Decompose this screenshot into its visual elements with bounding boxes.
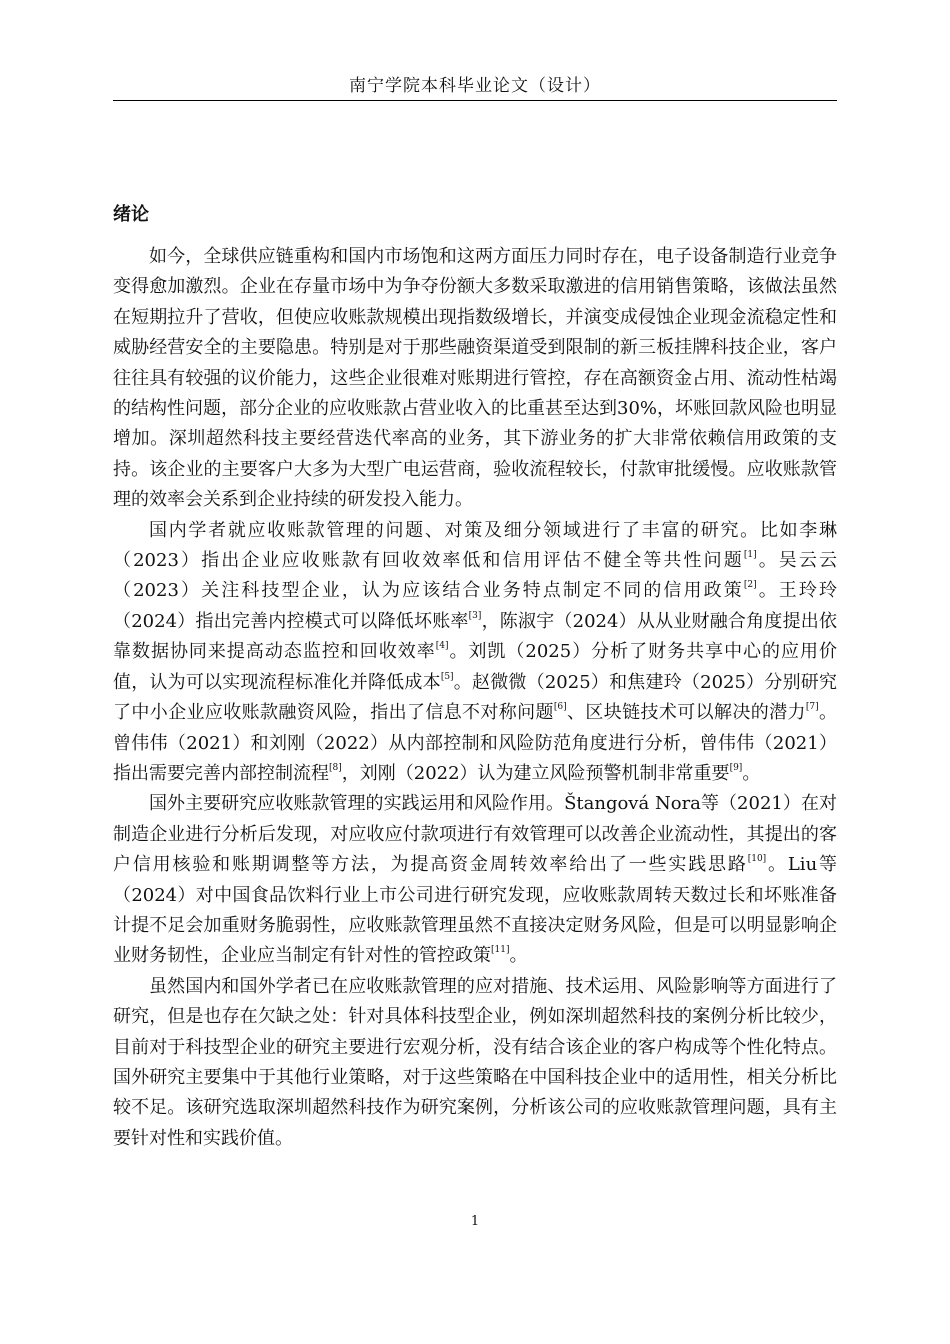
citation-ref: [1] — [743, 550, 757, 561]
paragraph-text: 、区块链技术可以解决的潜力 — [566, 702, 806, 724]
citation-ref: [9] — [729, 762, 743, 773]
paragraph-text: 。 — [509, 945, 528, 967]
page-header-title: 南宁学院本科毕业论文（设计） — [349, 76, 601, 96]
paragraph — [113, 789, 837, 971]
citation-ref: [5] — [440, 671, 454, 682]
paragraph-text: 。 — [742, 762, 761, 784]
citation-ref: [7] — [805, 702, 819, 713]
citation-ref: [6] — [553, 702, 567, 713]
paragraph — [113, 516, 837, 790]
citation-ref: [2] — [743, 580, 757, 591]
paragraph-text: ，陈淑宇（2024）从从业财融合角度提出依靠数据协同来提高动态监控和回收效率 — [113, 610, 837, 663]
paragraph-text: 。刘凯（2025）分析了财务共享中心的应用价值，认为可以实现流程标准化并降低成本 — [113, 641, 837, 693]
paragraph-text: 如今，全球供应链重构和国内市场饱和这两方面压力同时存在，电子设备制造行业竞争变得愈加激烈。企业在存量市场中为争夺份额大多数采取激进的信用销售策略，该做法虽然在短期拉升了营收，但使应收账款规模出现指数级增长，并演变成侵蚀企业现金流稳定性和威胁经营安全的主要隐患。特别是对于那些融资渠道受到限制的新三板挂牌科技企业，客户往往具有较强的议价能力，这些企业很难对账期进行管控，存在高额资金占用、流动性枯竭的结构性问题，部分企业的应收账款占营业收入的比重甚至达到30%，坏账回款风险也明显增加。深圳超然科技主要经营迭代率高的业务，其下游业务的扩大非常依赖信用政策的支持。该企业的主要客户大多为大型广电运营商，验收流程较长，付款审批缓慢。应收账款管理的效率会关系到企业持续的研发投入能力。 — [113, 246, 838, 511]
citation-ref: [11] — [491, 945, 510, 956]
paragraph-text: ，刘刚（2022）认为建立风险预警机制非常重要 — [341, 762, 730, 784]
paragraph-text: 。赵微微（2025）和焦建玲（2025）分别研究了中小企业应收账款融资风险，指出了信息不对称问题 — [113, 671, 837, 724]
body-text — [113, 242, 837, 1154]
paragraph-text: 虽然国内和国外学者已在应收账款管理的应对措施、技术运用、风险影响等方面进行了研究，但是也存在欠缺之处：针对具体科技型企业，例如深圳超然科技的案例分析比较少，目前对于科技型企业的研究主要进行宏观分析，没有结合该企业的客户构成等个性化特点。国外研究主要集中于其他行业策略，对于这些策略在中国科技企业中的适用性，相关分析比较不足。该研究选取深圳超然科技作为研究案例，分析该公司的应收账款管理问题，具有主要针对性和实践价值。 — [113, 975, 837, 1149]
section-heading: 绪论 — [113, 204, 149, 225]
citation-ref: [3] — [468, 610, 482, 621]
paragraph-text: 。Liu等（2024）对中国食品饮料行业上市公司进行研究发现，应收账款周转天数过长和坏账准备计提不足会加重财务脆弱性，应收账款管理虽然不直接决定财务风险，但是可以明显影响企业财务韧性，企业应当制定有针对性的管控政策 — [113, 854, 837, 967]
paragraph — [113, 972, 837, 1154]
citation-ref: [8] — [329, 762, 342, 773]
header-divider — [113, 100, 837, 101]
citation-ref: [4] — [435, 641, 449, 652]
paragraph-text: 。曾伟伟（2021）和刘刚（2022）从内部控制和风险防范角度进行分析，曾伟伟（2021）指出需要完善内部控制流程 — [113, 702, 838, 784]
paragraph-text: 国内学者就应收账款管理的问题、对策及细分领域进行了丰富的研究。比如李琳（2023）指出企业应收账款有回收效率低和信用评估不健全等共性问题 — [113, 519, 837, 572]
citation-ref: [10] — [747, 854, 767, 865]
paragraph — [113, 242, 837, 516]
paragraph-text: 。吴云云（2023）关注科技型企业，认为应该结合业务特点制定不同的信用政策 — [113, 550, 837, 602]
paragraph-text: 。王玲玲（2024）指出完善内控模式可以降低坏账率 — [113, 580, 837, 632]
page-number: 1 — [470, 1214, 480, 1229]
paragraph-text: 国外主要研究应收账款管理的实践运用和风险作用。Štangová Nora等（2021）在对制造企业进行分析后发现，对应收应付款项进行有效管理可以改善企业流动性，其提出的客户信用核验和账期调整等方法，为提高资金周转效率给出了一些实践思路 — [113, 793, 837, 876]
